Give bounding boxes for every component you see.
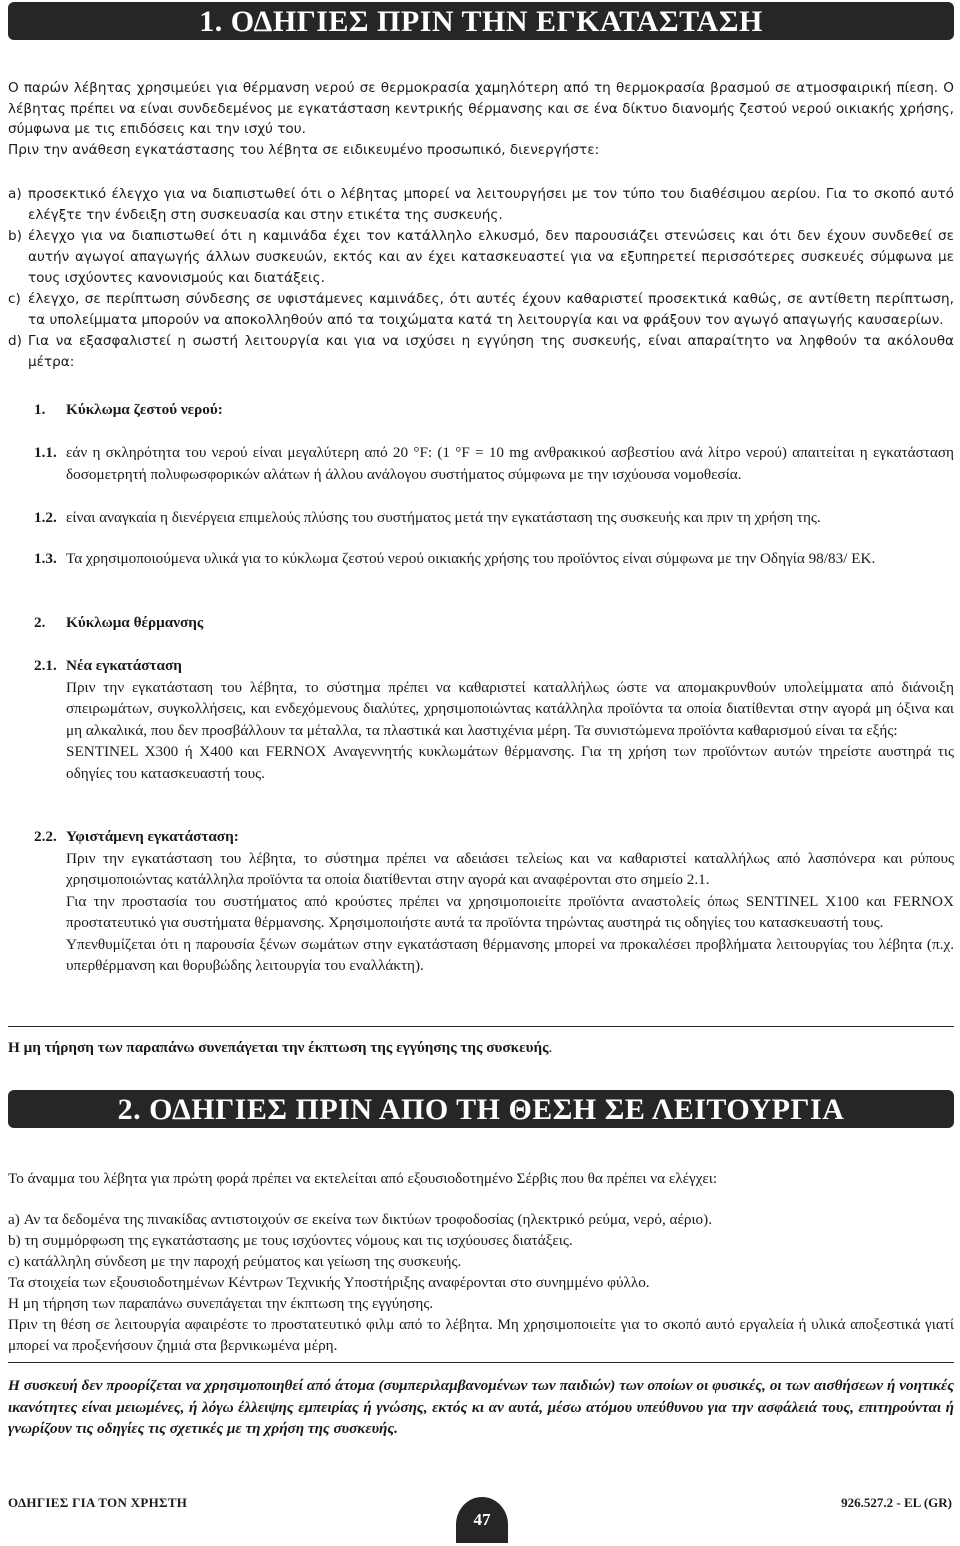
list-item: c) κατάλληλη σύνδεση με την παροχή ρεύματος και γείωση της συσκευής.: [8, 1253, 462, 1270]
item-2-2: 2.2. Υφιστάμενη εγκατάσταση: Πριν την εγκατάσταση του λέβητα, το σύστημα πρέπει να αδειάσει τελείως και να καθαριστεί καταλλήλως από λασπόνερα και ρύπους χρησιμοποιώντας κατάλληλα προϊόντα τα οποία διατίθενται στην αγορά και αναφέρονται στο σημείο 2.1. Για την προστασία του συστήματος από κρούστες πρέπει να χρησιμοποιείτε προϊόντα αναστολείς όπως SENTINEL X100 και FERNOX προστατευτικό για συστήματα θέρμανσης. Χρησιμοποιήστε αυτά τα προϊόντα τηρώντας αυστηρά τις οδηγίες του κατασκευαστή τους. Υπενθυμίζεται ότι η παρουσία ξένων σωμάτων στην εγκατάσταση θέρμανσης μπορεί να προκαλέσει προβλήματα λειτουργίας του λέβητα (π.χ. υπερθέρμανση και θορυβώδης λειτουργία του εναλλάκτη).: [34, 828, 954, 974]
list-item: Τα στοιχεία των εξουσιοδοτημένων Κέντρων Τεχνικής Υποστήριξης αναφέρονται στο συνημμένο φύλλο.: [8, 1274, 650, 1291]
list-item: c) έλεγχο, σε περίπτωση σύνδεσης σε υφιστάμενες καμινάδες, ότι αυτές έχουν καθαριστεί προσεκτικά καθώς, σε αντίθετη περίπτωση, τα υπολείμματα μπορούν να αποκολληθούν από τα τοιχώματα κατά τη λειτουργία και να φράξουν τον αγωγό απαγωγής καυσαερίων.: [8, 291, 954, 328]
footer-user-guide-label: ΟΔΗΓΙΕΣ ΓΙΑ ΤΟΝ ΧΡΗΣΤΗ: [8, 1495, 188, 1510]
page-number: 47: [456, 1497, 508, 1543]
heading-hot-water-circuit: 1. Κύκλωμα ζεστού νερού:: [34, 401, 223, 418]
list-item: a) Αν τα δεδομένα της πινακίδας αντιστοιχούν σε εκείνα των δικτύων τροφοδοσίας (ηλεκτρικό ρεύμα, νερό, αέριο).: [8, 1211, 712, 1228]
section-2-intro: Το άναμμα του λέβητα για πρώτη φορά πρέπει να εκτελείται από εξουσιοδοτημένο Σέρβις που θα πρέπει να ελέγχει:: [8, 1170, 718, 1187]
divider: [8, 1362, 954, 1363]
warranty-warning: Η μη τήρηση των παραπάνω συνεπάγεται την έκπτωση της εγγύησης της συσκευής.: [8, 1039, 553, 1056]
section-1-title: 1. ΟΔΗΓΙΕΣ ΠΡΙΝ ΤΗΝ ΕΓΚΑΤΑΣΤΑΣΗ: [8, 2, 954, 40]
item-2-1: 2.1. Νέα εγκατάσταση Πριν την εγκατάσταση του λέβητα, το σύστημα πρέπει να καθαριστεί καταλλήλως ώστε να απομακρυνθούν υπολείμματα από διάνοιξη σπειρωμάτων, συγκολλήσεις, και ενδεχόμενους διαλύτες, χρησιμοποιώντας κατάλληλα προϊόντα τα οποία διατίθενται στην αγορά μη όξινα και μη αλκαλικά, που δεν προσβάλλουν τα μέταλλα, τα πλαστικά και λαστιχένια μέρη. Τα συνιστώμενα προϊόντα καθαρισμού είναι τα εξής: SENTINEL X300 ή X400 και FERNOX Αναγεννητής κυκλωμάτων θέρμανσης. Για τη χρήση των προϊόντων αυτών τηρείστε αυστηρά τις οδηγίες του κατασκευαστή τους.: [34, 657, 954, 782]
list-item: d) Για να εξασφαλιστεί η σωστή λειτουργία και για να ισχύσει η εγγύηση της συσκευής, είναι απαραίτητο να ληφθούν τα ακόλουθα μέτρα:: [8, 333, 954, 370]
intro-paragraph: Ο παρών λέβητας χρησιμεύει για θέρμανση νερού σε θερμοκρασία χαμηλότερη από τη θερμοκρασία βρασμού σε ατμοσφαιρική πίεση. Ο λέβητας πρέπει να είναι συνδεδεμένος με εγκατάσταση κεντρικής θέρμανσης και σε ένα δίκτυο διανομής ζεστού νερού οικιακής χρήσης, σύμφωνα με τις επιδόσεις και την ισχύ του.: [8, 80, 954, 137]
item-1-2: 1.2. είναι αναγκαία η διενέργεια επιμελούς πλύσης του συστήματος μετά την εγκατάσταση της συσκευής και πριν τη χρήση της.: [34, 509, 821, 526]
heading-heating-circuit: 2. Κύκλωμα θέρμανσης: [34, 614, 204, 631]
item-1-1: 1.1. εάν η σκληρότητα του νερού είναι μεγαλύτερη από 20 °F: (1 °F = 10 mg ανθρακικού ασβεστίου ανά λίτρο νερού) απαιτείται η εγκατάσταση δοσομετρητή πολυφωσφορικών αλάτων ή άλλου ανάλογου συστήματος σύμφωνα με την ισχύουσα νομοθεσία.: [34, 444, 954, 483]
section-2-checks: [8, 1209, 954, 1356]
list-item: Η μη τήρηση των παραπάνω συνεπάγεται την έκπτωση της εγγύησης.: [8, 1295, 434, 1312]
list-item: a) προσεκτικό έλεγχο για να διαπιστωθεί ότι ο λέβητας μπορεί να λειτουργήσει με τον τύπο του διαθέσιμου αερίου. Για το σκοπό αυτό ελέγξτε την ένδειξη στη συσκευασία και στην ετικέτα της συσκευής.: [8, 186, 954, 223]
footer-document-code: 926.527.2 - EL (GR): [841, 1495, 952, 1510]
safety-disclaimer: Η συσκευή δεν προορίζεται να χρησιμοποιηθεί από άτομα (συμπεριλαμβανομένων των παιδιών) των οποίων οι φυσικές, οι των αισθήσεων ή νοητικές ικανότητες είναι μειωμένες, ή λόγω έλλειψης εμπειρίας ή γνώσης, εκτός κι αν αυτά, μέσω ατόμου υπεύθυνου για την ασφάλειά τους, επιτηρούνται ή γνωρίζουν τις οδηγίες τις σχετικές με τη χρήση της συσκευής.: [8, 1377, 954, 1437]
section-2-title: 2. ΟΔΗΓΙΕΣ ΠΡΙΝ ΑΠΟ ΤΗ ΘΕΣΗ ΣΕ ΛΕΙΤΟΥΡΓΙΑ: [8, 1090, 954, 1128]
item-1-3: 1.3. Τα χρησιμοποιούμενα υλικά για το κύκλωμα ζεστού νερού οικιακής χρήσης του προϊόντος είναι σύμφωνα με την Οδηγία 98/83/ ΕΚ.: [34, 550, 876, 567]
list-item: b) έλεγχο για να διαπιστωθεί ότι η καμινάδα έχει τον κατάλληλο ελκυσμό, δεν παρουσιάζει στενώσεις και ότι δεν έχουν συνδεθεί σε αυτήν αγωγοί απαγωγής άλλων συσκευών, εκτός και αν έχει κατασκευαστεί για να εξυπηρετεί περισσότερες συσκευές σύμφωνα με τους ισχύοντες κανονισμούς και διατάξεις.: [8, 228, 954, 286]
pre-install-checks: [8, 184, 954, 373]
list-item: Πριν τη θέση σε λειτουργία αφαιρέστε το προστατευτικό φιλμ από το λέβητα. Μη χρησιμοποιείτε για το σκοπό αυτό εργαλεία ή υλικά αποξεστικά γιατί μπορεί να προξενήσουν ζημιά στα βερνικωμένα μέρη.: [8, 1316, 954, 1354]
list-item: b) τη συμμόρφωση της εγκατάστασης με τους ισχύοντες νόμους και τις ισχύουσες διατάξεις.: [8, 1232, 573, 1249]
divider: [8, 1026, 954, 1027]
section-1-intro: [8, 78, 954, 160]
intro-lead: Πριν την ανάθεση εγκατάστασης του λέβητα σε ειδικευμένο προσωπικό, διενεργήστε:: [8, 141, 600, 158]
